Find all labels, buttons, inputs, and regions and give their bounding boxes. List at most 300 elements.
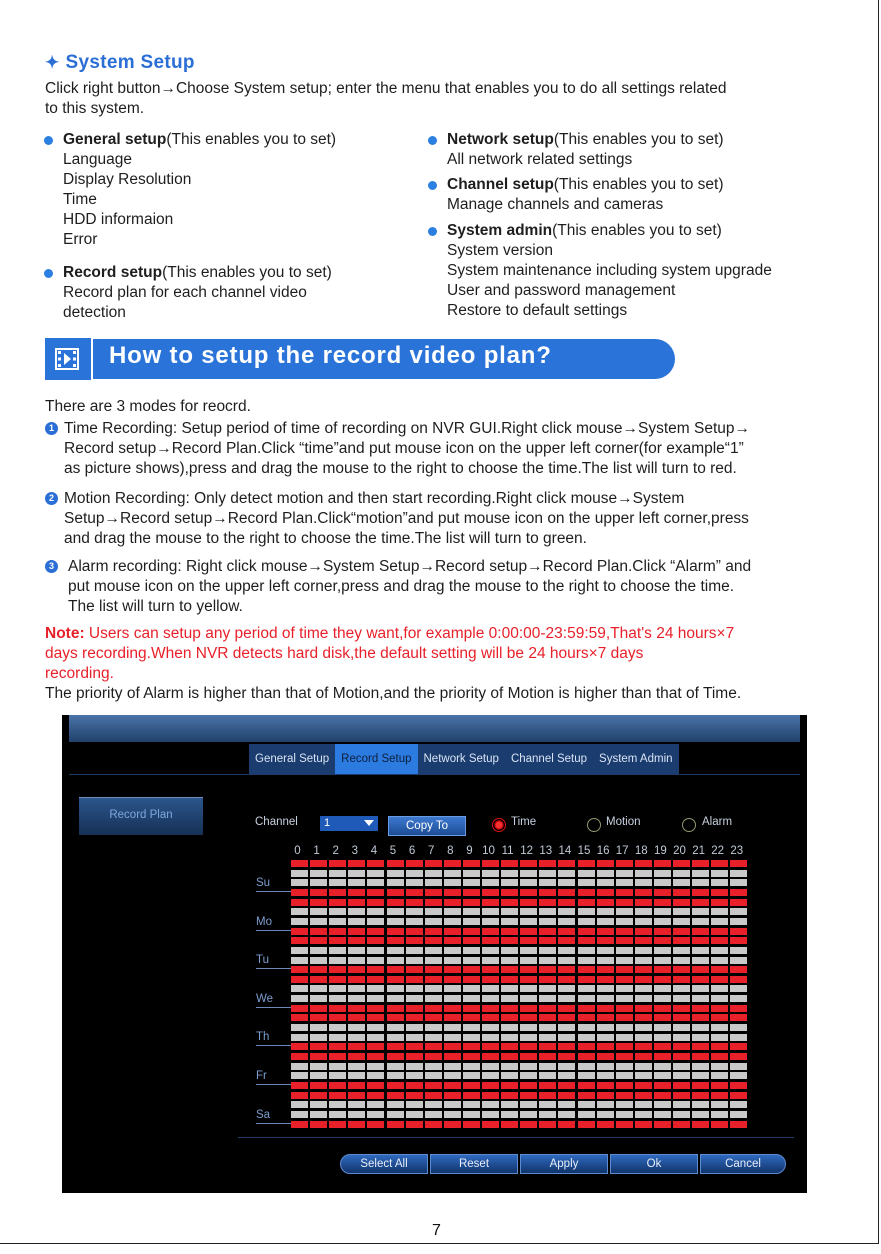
schedule-cell-empty[interactable]: [597, 1063, 614, 1070]
schedule-cell-empty[interactable]: [597, 1101, 614, 1108]
schedule-cell-empty[interactable]: [654, 918, 671, 925]
schedule-cell-empty[interactable]: [387, 1111, 404, 1118]
schedule-cell-empty[interactable]: [482, 1034, 499, 1041]
schedule-cell-recording[interactable]: [520, 1043, 537, 1050]
schedule-cell-empty[interactable]: [291, 870, 308, 877]
schedule-cell-recording[interactable]: [730, 1043, 747, 1050]
schedule-cell-recording[interactable]: [291, 860, 308, 867]
schedule-cell-empty[interactable]: [291, 1063, 308, 1070]
schedule-cell-recording[interactable]: [482, 860, 499, 867]
tab-channel-setup[interactable]: Channel Setup: [510, 753, 588, 765]
schedule-cell-empty[interactable]: [444, 1111, 461, 1118]
schedule-cell-empty[interactable]: [463, 1034, 480, 1041]
schedule-cell-recording[interactable]: [348, 860, 365, 867]
schedule-cell-recording[interactable]: [730, 1082, 747, 1089]
schedule-cell-empty[interactable]: [711, 1034, 728, 1041]
schedule-cell-empty[interactable]: [310, 879, 327, 886]
schedule-cell-empty[interactable]: [501, 1072, 518, 1079]
schedule-cell-recording[interactable]: [616, 1092, 633, 1099]
schedule-cell-empty[interactable]: [348, 957, 365, 964]
schedule-cell-empty[interactable]: [692, 947, 709, 954]
schedule-cell-recording[interactable]: [616, 860, 633, 867]
schedule-cell-empty[interactable]: [310, 985, 327, 992]
schedule-cell-empty[interactable]: [520, 918, 537, 925]
schedule-cell-recording[interactable]: [406, 1014, 423, 1021]
schedule-cell-empty[interactable]: [329, 947, 346, 954]
schedule-cell-recording[interactable]: [425, 976, 442, 983]
schedule-cell-recording[interactable]: [501, 976, 518, 983]
schedule-cell-empty[interactable]: [501, 1111, 518, 1118]
schedule-cell-empty[interactable]: [635, 908, 652, 915]
schedule-cell-empty[interactable]: [425, 918, 442, 925]
schedule-cell-recording[interactable]: [406, 928, 423, 935]
schedule-cell-empty[interactable]: [501, 870, 518, 877]
schedule-cell-recording[interactable]: [367, 889, 384, 896]
schedule-cell-recording[interactable]: [692, 937, 709, 944]
schedule-cell-empty[interactable]: [329, 1024, 346, 1031]
schedule-cell-empty[interactable]: [520, 1024, 537, 1031]
schedule-cell-empty[interactable]: [635, 870, 652, 877]
schedule-cell-empty[interactable]: [444, 908, 461, 915]
schedule-cell-recording[interactable]: [291, 1043, 308, 1050]
schedule-cell-empty[interactable]: [291, 985, 308, 992]
schedule-cell-recording[interactable]: [387, 1043, 404, 1050]
schedule-cell-empty[interactable]: [482, 1063, 499, 1070]
schedule-cell-empty[interactable]: [558, 985, 575, 992]
schedule-cell-empty[interactable]: [692, 1072, 709, 1079]
schedule-cell-recording[interactable]: [310, 928, 327, 935]
schedule-cell-empty[interactable]: [310, 1063, 327, 1070]
schedule-cell-empty[interactable]: [711, 1101, 728, 1108]
schedule-cell-recording[interactable]: [501, 1082, 518, 1089]
schedule-cell-recording[interactable]: [501, 1043, 518, 1050]
schedule-cell-recording[interactable]: [635, 937, 652, 944]
schedule-cell-empty[interactable]: [539, 870, 556, 877]
schedule-cell-recording[interactable]: [558, 937, 575, 944]
schedule-cell-empty[interactable]: [539, 947, 556, 954]
schedule-cell-recording[interactable]: [520, 860, 537, 867]
schedule-cell-recording[interactable]: [482, 1082, 499, 1089]
schedule-cell-recording[interactable]: [692, 1121, 709, 1128]
schedule-cell-recording[interactable]: [597, 937, 614, 944]
schedule-cell-recording[interactable]: [291, 1014, 308, 1021]
schedule-cell-empty[interactable]: [539, 1063, 556, 1070]
schedule-cell-empty[interactable]: [406, 918, 423, 925]
schedule-cell-recording[interactable]: [558, 976, 575, 983]
schedule-cell-recording[interactable]: [444, 1053, 461, 1060]
schedule-cell-empty[interactable]: [367, 870, 384, 877]
schedule-cell-empty[interactable]: [578, 1111, 595, 1118]
schedule-cell-empty[interactable]: [558, 870, 575, 877]
schedule-cell-recording[interactable]: [444, 1082, 461, 1089]
schedule-cell-recording[interactable]: [692, 889, 709, 896]
schedule-cell-recording[interactable]: [291, 899, 308, 906]
schedule-cell-empty[interactable]: [310, 908, 327, 915]
schedule-cell-empty[interactable]: [406, 1111, 423, 1118]
schedule-cell-recording[interactable]: [406, 1082, 423, 1089]
schedule-cell-recording[interactable]: [673, 860, 690, 867]
schedule-cell-recording[interactable]: [406, 1005, 423, 1012]
schedule-cell-recording[interactable]: [310, 889, 327, 896]
schedule-cell-recording[interactable]: [558, 899, 575, 906]
cancel-button[interactable]: Cancel: [700, 1154, 786, 1174]
schedule-cell-recording[interactable]: [711, 1005, 728, 1012]
schedule-cell-recording[interactable]: [730, 899, 747, 906]
schedule-cell-recording[interactable]: [482, 1053, 499, 1060]
schedule-cell-empty[interactable]: [692, 879, 709, 886]
schedule-cell-recording[interactable]: [673, 1053, 690, 1060]
schedule-cell-empty[interactable]: [597, 1111, 614, 1118]
schedule-cell-recording[interactable]: [597, 899, 614, 906]
schedule-cell-recording[interactable]: [673, 1005, 690, 1012]
schedule-cell-empty[interactable]: [310, 947, 327, 954]
schedule-cell-recording[interactable]: [578, 1082, 595, 1089]
schedule-cell-recording[interactable]: [348, 889, 365, 896]
schedule-cell-recording[interactable]: [501, 966, 518, 973]
schedule-cell-recording[interactable]: [501, 860, 518, 867]
schedule-cell-empty[interactable]: [348, 995, 365, 1002]
schedule-cell-recording[interactable]: [406, 899, 423, 906]
schedule-cell-empty[interactable]: [444, 1063, 461, 1070]
schedule-cell-recording[interactable]: [406, 1121, 423, 1128]
schedule-cell-recording[interactable]: [329, 889, 346, 896]
schedule-cell-empty[interactable]: [578, 985, 595, 992]
apply-button[interactable]: Apply: [520, 1154, 608, 1174]
schedule-cell-empty[interactable]: [444, 1024, 461, 1031]
schedule-cell-empty[interactable]: [673, 870, 690, 877]
schedule-cell-recording[interactable]: [425, 937, 442, 944]
schedule-cell-recording[interactable]: [711, 1121, 728, 1128]
schedule-cell-empty[interactable]: [425, 908, 442, 915]
tab-system-admin[interactable]: System Admin: [599, 753, 673, 765]
schedule-cell-empty[interactable]: [367, 1024, 384, 1031]
schedule-cell-empty[interactable]: [635, 879, 652, 886]
schedule-cell-empty[interactable]: [539, 1034, 556, 1041]
schedule-cell-recording[interactable]: [463, 889, 480, 896]
schedule-cell-recording[interactable]: [310, 937, 327, 944]
schedule-cell-empty[interactable]: [539, 1101, 556, 1108]
schedule-cell-recording[interactable]: [597, 976, 614, 983]
schedule-cell-recording[interactable]: [539, 937, 556, 944]
schedule-cell-empty[interactable]: [291, 947, 308, 954]
schedule-cell-empty[interactable]: [463, 908, 480, 915]
schedule-cell-recording[interactable]: [329, 860, 346, 867]
schedule-cell-empty[interactable]: [501, 1101, 518, 1108]
schedule-cell-empty[interactable]: [387, 995, 404, 1002]
schedule-cell-recording[interactable]: [425, 1092, 442, 1099]
schedule-cell-empty[interactable]: [520, 1101, 537, 1108]
schedule-cell-recording[interactable]: [635, 1121, 652, 1128]
schedule-cell-recording[interactable]: [482, 976, 499, 983]
schedule-cell-recording[interactable]: [730, 1014, 747, 1021]
schedule-cell-recording[interactable]: [329, 1082, 346, 1089]
schedule-cell-empty[interactable]: [406, 1034, 423, 1041]
schedule-cell-empty[interactable]: [597, 1034, 614, 1041]
schedule-cell-recording[interactable]: [520, 1092, 537, 1099]
schedule-cell-recording[interactable]: [444, 937, 461, 944]
schedule-cell-recording[interactable]: [520, 1082, 537, 1089]
schedule-cell-recording[interactable]: [578, 1014, 595, 1021]
schedule-cell-recording[interactable]: [730, 889, 747, 896]
schedule-cell-recording[interactable]: [406, 966, 423, 973]
schedule-cell-empty[interactable]: [425, 1024, 442, 1031]
schedule-cell-recording[interactable]: [578, 966, 595, 973]
schedule-cell-recording[interactable]: [711, 1092, 728, 1099]
schedule-cell-recording[interactable]: [482, 1005, 499, 1012]
schedule-cell-recording[interactable]: [387, 1014, 404, 1021]
schedule-cell-empty[interactable]: [558, 947, 575, 954]
schedule-cell-empty[interactable]: [329, 918, 346, 925]
schedule-cell-empty[interactable]: [730, 947, 747, 954]
schedule-cell-empty[interactable]: [520, 1072, 537, 1079]
schedule-cell-empty[interactable]: [329, 1101, 346, 1108]
schedule-cell-empty[interactable]: [425, 879, 442, 886]
schedule-cell-empty[interactable]: [463, 957, 480, 964]
schedule-cell-recording[interactable]: [291, 928, 308, 935]
schedule-cell-empty[interactable]: [406, 1101, 423, 1108]
schedule-cell-recording[interactable]: [520, 899, 537, 906]
schedule-cell-recording[interactable]: [406, 1043, 423, 1050]
schedule-cell-empty[interactable]: [539, 1072, 556, 1079]
schedule-cell-empty[interactable]: [310, 870, 327, 877]
schedule-cell-recording[interactable]: [616, 937, 633, 944]
schedule-cell-recording[interactable]: [444, 1014, 461, 1021]
schedule-cell-recording[interactable]: [387, 889, 404, 896]
schedule-cell-empty[interactable]: [310, 918, 327, 925]
schedule-cell-empty[interactable]: [711, 995, 728, 1002]
schedule-cell-empty[interactable]: [482, 879, 499, 886]
schedule-cell-empty[interactable]: [444, 1072, 461, 1079]
schedule-cell-recording[interactable]: [501, 937, 518, 944]
schedule-cell-recording[interactable]: [692, 899, 709, 906]
schedule-cell-empty[interactable]: [501, 1024, 518, 1031]
schedule-cell-empty[interactable]: [348, 1101, 365, 1108]
schedule-cell-recording[interactable]: [539, 1014, 556, 1021]
schedule-cell-recording[interactable]: [463, 928, 480, 935]
schedule-cell-empty[interactable]: [654, 995, 671, 1002]
schedule-cell-empty[interactable]: [711, 870, 728, 877]
schedule-cell-empty[interactable]: [654, 947, 671, 954]
schedule-cell-recording[interactable]: [387, 928, 404, 935]
tab-network-setup[interactable]: Network Setup: [423, 753, 499, 765]
schedule-cell-empty[interactable]: [654, 1024, 671, 1031]
schedule-cell-empty[interactable]: [348, 1111, 365, 1118]
motion-radio[interactable]: [587, 818, 601, 832]
schedule-cell-empty[interactable]: [520, 995, 537, 1002]
schedule-cell-recording[interactable]: [387, 1121, 404, 1128]
schedule-cell-recording[interactable]: [692, 860, 709, 867]
schedule-cell-recording[interactable]: [711, 860, 728, 867]
schedule-cell-recording[interactable]: [329, 976, 346, 983]
schedule-cell-recording[interactable]: [711, 976, 728, 983]
schedule-cell-recording[interactable]: [673, 976, 690, 983]
schedule-cell-empty[interactable]: [367, 947, 384, 954]
schedule-cell-recording[interactable]: [310, 860, 327, 867]
schedule-cell-recording[interactable]: [692, 1053, 709, 1060]
schedule-cell-empty[interactable]: [635, 1101, 652, 1108]
schedule-cell-empty[interactable]: [367, 1072, 384, 1079]
schedule-cell-empty[interactable]: [367, 1063, 384, 1070]
schedule-cell-empty[interactable]: [578, 1063, 595, 1070]
schedule-cell-recording[interactable]: [367, 899, 384, 906]
schedule-cell-recording[interactable]: [444, 976, 461, 983]
schedule-cell-recording[interactable]: [597, 1121, 614, 1128]
schedule-cell-recording[interactable]: [291, 1082, 308, 1089]
schedule-cell-recording[interactable]: [406, 976, 423, 983]
schedule-cell-empty[interactable]: [692, 995, 709, 1002]
schedule-cell-recording[interactable]: [673, 1043, 690, 1050]
schedule-cell-empty[interactable]: [367, 957, 384, 964]
schedule-cell-recording[interactable]: [387, 860, 404, 867]
schedule-cell-recording[interactable]: [673, 1014, 690, 1021]
schedule-cell-empty[interactable]: [463, 1024, 480, 1031]
schedule-cell-empty[interactable]: [558, 918, 575, 925]
schedule-cell-empty[interactable]: [539, 985, 556, 992]
schedule-cell-recording[interactable]: [482, 937, 499, 944]
schedule-cell-recording[interactable]: [463, 937, 480, 944]
schedule-cell-recording[interactable]: [539, 1043, 556, 1050]
schedule-cell-empty[interactable]: [578, 995, 595, 1002]
schedule-cell-recording[interactable]: [291, 1092, 308, 1099]
schedule-cell-empty[interactable]: [558, 1034, 575, 1041]
schedule-cell-recording[interactable]: [711, 1014, 728, 1021]
schedule-cell-empty[interactable]: [348, 918, 365, 925]
schedule-cell-recording[interactable]: [387, 1092, 404, 1099]
schedule-cell-recording[interactable]: [310, 1014, 327, 1021]
schedule-cell-recording[interactable]: [616, 899, 633, 906]
schedule-cell-recording[interactable]: [348, 928, 365, 935]
schedule-cell-recording[interactable]: [730, 1005, 747, 1012]
schedule-cell-empty[interactable]: [463, 1111, 480, 1118]
schedule-cell-empty[interactable]: [673, 947, 690, 954]
schedule-cell-recording[interactable]: [558, 1092, 575, 1099]
schedule-cell-empty[interactable]: [425, 1111, 442, 1118]
schedule-cell-empty[interactable]: [711, 957, 728, 964]
schedule-cell-empty[interactable]: [501, 985, 518, 992]
schedule-cell-recording[interactable]: [482, 966, 499, 973]
schedule-cell-empty[interactable]: [329, 1072, 346, 1079]
schedule-cell-empty[interactable]: [501, 918, 518, 925]
schedule-cell-recording[interactable]: [329, 937, 346, 944]
schedule-cell-empty[interactable]: [329, 957, 346, 964]
schedule-cell-empty[interactable]: [635, 947, 652, 954]
schedule-cell-empty[interactable]: [425, 1101, 442, 1108]
schedule-cell-empty[interactable]: [482, 1072, 499, 1079]
schedule-cell-empty[interactable]: [329, 1063, 346, 1070]
schedule-cell-recording[interactable]: [406, 1092, 423, 1099]
schedule-cell-empty[interactable]: [463, 1072, 480, 1079]
schedule-cell-empty[interactable]: [348, 985, 365, 992]
schedule-cell-empty[interactable]: [673, 1063, 690, 1070]
schedule-cell-empty[interactable]: [291, 1024, 308, 1031]
schedule-cell-recording[interactable]: [578, 1092, 595, 1099]
schedule-cell-empty[interactable]: [482, 918, 499, 925]
schedule-cell-recording[interactable]: [348, 1092, 365, 1099]
schedule-cell-empty[interactable]: [501, 947, 518, 954]
schedule-cell-empty[interactable]: [425, 985, 442, 992]
schedule-cell-empty[interactable]: [367, 995, 384, 1002]
schedule-cell-recording[interactable]: [635, 966, 652, 973]
schedule-cell-recording[interactable]: [558, 860, 575, 867]
schedule-cell-recording[interactable]: [539, 860, 556, 867]
schedule-cell-recording[interactable]: [711, 966, 728, 973]
schedule-cell-recording[interactable]: [348, 966, 365, 973]
schedule-cell-recording[interactable]: [482, 889, 499, 896]
schedule-cell-recording[interactable]: [730, 1053, 747, 1060]
schedule-cell-empty[interactable]: [558, 1111, 575, 1118]
schedule-cell-empty[interactable]: [329, 985, 346, 992]
schedule-cell-empty[interactable]: [578, 908, 595, 915]
schedule-cell-empty[interactable]: [310, 957, 327, 964]
schedule-cell-empty[interactable]: [635, 957, 652, 964]
schedule-cell-empty[interactable]: [387, 947, 404, 954]
schedule-cell-empty[interactable]: [310, 1034, 327, 1041]
schedule-cell-empty[interactable]: [387, 1034, 404, 1041]
schedule-cell-recording[interactable]: [463, 976, 480, 983]
schedule-cell-recording[interactable]: [578, 937, 595, 944]
schedule-cell-empty[interactable]: [520, 1034, 537, 1041]
schedule-cell-empty[interactable]: [482, 908, 499, 915]
schedule-cell-empty[interactable]: [482, 1111, 499, 1118]
schedule-cell-recording[interactable]: [520, 1121, 537, 1128]
schedule-cell-recording[interactable]: [329, 966, 346, 973]
schedule-cell-recording[interactable]: [711, 937, 728, 944]
schedule-cell-empty[interactable]: [463, 879, 480, 886]
schedule-cell-empty[interactable]: [406, 985, 423, 992]
schedule-cell-empty[interactable]: [673, 879, 690, 886]
schedule-cell-recording[interactable]: [558, 1005, 575, 1012]
schedule-cell-recording[interactable]: [387, 1082, 404, 1089]
schedule-cell-recording[interactable]: [310, 966, 327, 973]
schedule-cell-empty[interactable]: [348, 1024, 365, 1031]
schedule-cell-recording[interactable]: [463, 1092, 480, 1099]
schedule-cell-recording[interactable]: [673, 937, 690, 944]
schedule-cell-empty[interactable]: [654, 985, 671, 992]
schedule-cell-empty[interactable]: [635, 1034, 652, 1041]
schedule-cell-empty[interactable]: [444, 995, 461, 1002]
schedule-cell-empty[interactable]: [711, 1072, 728, 1079]
schedule-cell-empty[interactable]: [692, 908, 709, 915]
schedule-cell-recording[interactable]: [635, 976, 652, 983]
schedule-cell-empty[interactable]: [673, 908, 690, 915]
schedule-cell-empty[interactable]: [406, 1024, 423, 1031]
schedule-cell-recording[interactable]: [654, 860, 671, 867]
schedule-cell-recording[interactable]: [291, 1005, 308, 1012]
schedule-cell-empty[interactable]: [692, 957, 709, 964]
schedule-cell-recording[interactable]: [406, 1053, 423, 1060]
schedule-cell-empty[interactable]: [692, 1101, 709, 1108]
schedule-cell-empty[interactable]: [597, 870, 614, 877]
schedule-cell-recording[interactable]: [348, 976, 365, 983]
schedule-cell-empty[interactable]: [387, 985, 404, 992]
schedule-cell-empty[interactable]: [673, 918, 690, 925]
schedule-cell-empty[interactable]: [348, 870, 365, 877]
schedule-cell-recording[interactable]: [654, 1053, 671, 1060]
schedule-cell-recording[interactable]: [291, 966, 308, 973]
schedule-cell-recording[interactable]: [635, 1043, 652, 1050]
schedule-cell-recording[interactable]: [635, 899, 652, 906]
schedule-cell-empty[interactable]: [673, 995, 690, 1002]
schedule-cell-recording[interactable]: [616, 1121, 633, 1128]
schedule-cell-recording[interactable]: [463, 1121, 480, 1128]
schedule-cell-empty[interactable]: [730, 1101, 747, 1108]
schedule-cell-recording[interactable]: [329, 1005, 346, 1012]
schedule-cell-empty[interactable]: [578, 879, 595, 886]
schedule-cell-empty[interactable]: [711, 947, 728, 954]
schedule-cell-recording[interactable]: [673, 1121, 690, 1128]
schedule-cell-recording[interactable]: [654, 1121, 671, 1128]
schedule-cell-recording[interactable]: [520, 928, 537, 935]
